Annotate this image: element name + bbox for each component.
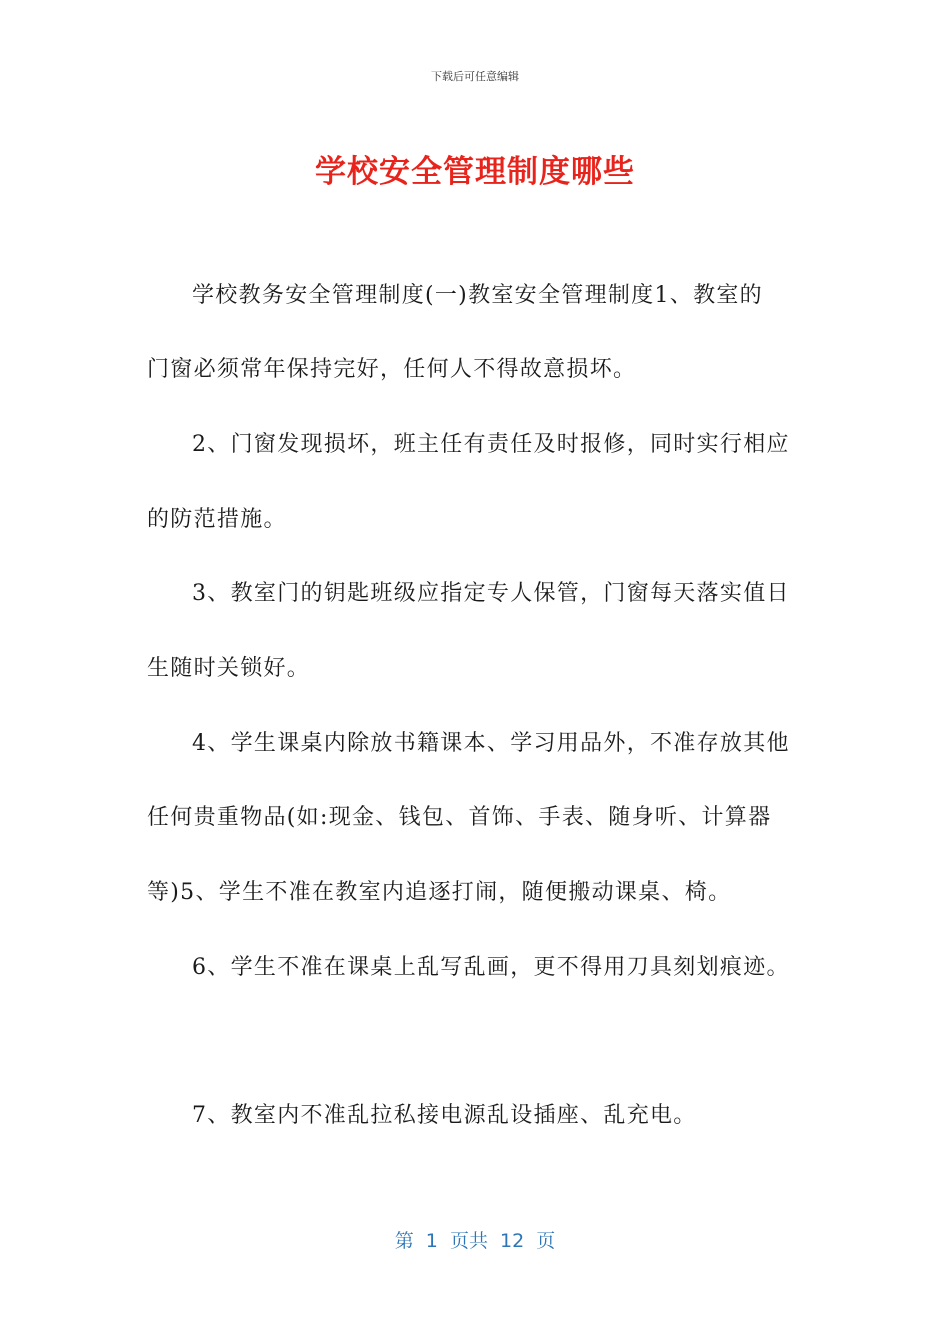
paragraph-1-line-1: 学校教务安全管理制度(一)教室安全管理制度1、教室的: [192, 283, 763, 308]
paragraph-7-line-1: 7、教室内不准乱拉私接电源乱设插座、乱充电。: [192, 1103, 697, 1128]
paragraph-6-line-1: 6、学生不准在课桌上乱写乱画，更不得用刀具刻划痕迹。: [192, 955, 790, 980]
paragraph-3-line-2: 生随时关锁好。: [147, 656, 311, 681]
paragraph-2-line-1: 2、门窗发现损坏，班主任有责任及时报修，同时实行相应: [192, 432, 790, 457]
page-footer: 第 1 页共 12 页: [394, 1230, 556, 1252]
paragraph-2-line-2: 的防范措施。: [147, 507, 287, 532]
header-note: 下载后可任意编辑: [431, 70, 519, 83]
paragraph-3-line-1: 3、教室门的钥匙班级应指定专人保管，门窗每天落实值日: [192, 581, 790, 606]
paragraph-4-line-2: 任何贵重物品(如:现金、钱包、首饰、手表、随身听、计算器: [147, 805, 772, 830]
document-title: 学校安全管理制度哪些: [315, 154, 635, 190]
paragraph-4-line-3: 等)5、学生不准在教室内追逐打闹，随便搬动课桌、椅。: [147, 880, 732, 905]
paragraph-1-line-2: 门窗必须常年保持完好，任何人不得故意损坏。: [147, 357, 637, 382]
paragraph-4-line-1: 4、学生课桌内除放书籍课本、学习用品外，不准存放其他: [192, 731, 790, 756]
